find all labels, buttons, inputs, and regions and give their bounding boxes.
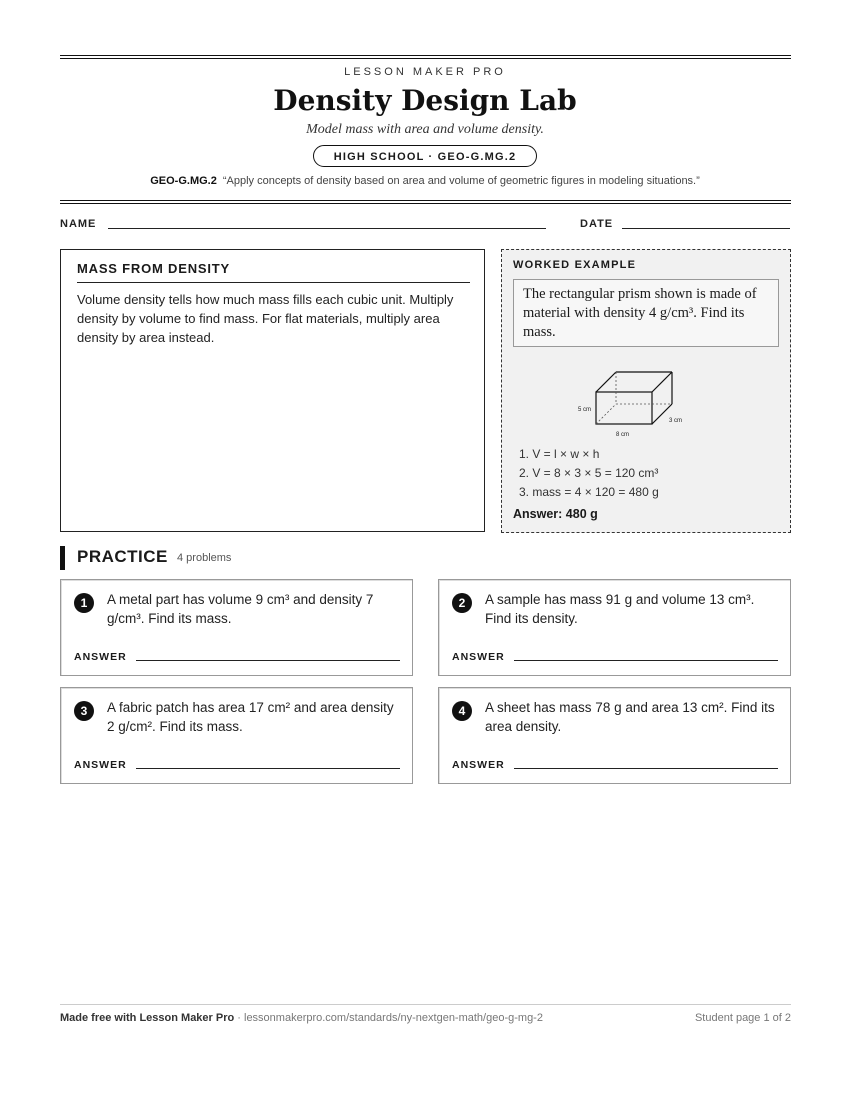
worked-example-heading: WORKED EXAMPLE <box>513 259 637 271</box>
prism-length-label: 8 cm <box>616 432 630 438</box>
prism-height-label: 5 cm <box>578 407 592 413</box>
concept-panel <box>60 249 485 532</box>
footer-credit <box>60 1012 543 1024</box>
concept-body: Volume density tells how much mass fills each cubic unit. Multiply density by volume to find mass. For flat materials, multiply area density by area instead. <box>77 292 454 345</box>
practice-count: 4 problems <box>177 552 232 564</box>
problem-number: 1 <box>74 593 94 613</box>
standard-description <box>0 175 850 187</box>
prism-edge <box>652 372 672 392</box>
problem-number: 3 <box>74 701 94 721</box>
problem-text: A metal part has volume 9 cm³ and density 7 g/cm³. Find its mass. <box>107 592 374 626</box>
answer-line[interactable] <box>136 768 400 769</box>
problem-text: A sheet has mass 78 g and area 13 cm². Find its area density. <box>485 700 775 734</box>
problem-text: A fabric patch has area 17 cm² and area density 2 g/cm². Find its mass. <box>107 700 394 734</box>
answer-line[interactable] <box>514 660 778 661</box>
step-2: 2. V = 8 × 3 × 5 = 120 cm³ <box>519 466 659 480</box>
date-label: DATE <box>580 218 614 230</box>
answer-label: ANSWER <box>452 759 505 771</box>
practice-card-2 <box>438 579 791 676</box>
page-title: Density Design Lab <box>273 84 577 117</box>
date-field-line[interactable] <box>622 228 790 229</box>
header-rule-bottom-2 <box>60 203 791 204</box>
header-rule-top <box>60 55 791 56</box>
answer-label: ANSWER <box>74 651 127 663</box>
name-field-line[interactable] <box>108 228 546 229</box>
name-label: NAME <box>60 218 97 230</box>
footer-rule <box>60 1004 791 1005</box>
practice-card-1 <box>60 579 413 676</box>
prism-front-face <box>596 392 652 424</box>
worked-example-steps <box>519 445 659 502</box>
footer-url[interactable]: · lessonmakerpro.com/standards/ny-nextgen-math/geo-g-mg-2 <box>234 1012 543 1024</box>
practice-heading: PRACTICE <box>77 547 168 566</box>
worked-example-answer: Answer: 480 g <box>513 507 598 521</box>
answer-line[interactable] <box>136 660 400 661</box>
page-subtitle: Model mass with area and volume density. <box>306 122 544 137</box>
prism-edge <box>596 372 616 392</box>
header-rule-top-2 <box>60 58 791 59</box>
footer-page-number: Student page 1 of 2 <box>694 1012 791 1024</box>
header-rule-bottom <box>60 200 791 201</box>
practice-accent-bar <box>60 546 65 570</box>
worked-example-panel <box>501 249 791 533</box>
answer-label: ANSWER <box>452 651 505 663</box>
grade-standard-badge: HIGH SCHOOL · GEO-G.MG.2 <box>313 145 537 167</box>
answer-line[interactable] <box>514 768 778 769</box>
prism-diagram <box>574 368 714 443</box>
prism-hidden-edge <box>596 404 616 424</box>
footer-made: Made free with Lesson Maker Pro <box>60 1012 235 1024</box>
problem-number: 2 <box>452 593 472 613</box>
answer-label: ANSWER <box>74 759 127 771</box>
standard-text: “Apply concepts of density based on area and volume of geometric figures in modeling situations.” <box>222 175 700 187</box>
practice-card-4 <box>438 687 791 784</box>
brand-name: LESSON MAKER PRO <box>344 66 506 78</box>
worked-example-problem: The rectangular prism shown is made of material with density 4 g/cm³. Find its mass. <box>513 279 779 347</box>
practice-card-3 <box>60 687 413 784</box>
concept-heading: MASS FROM DENSITY <box>77 261 470 283</box>
prism-width-label: 3 cm <box>669 418 683 424</box>
problem-number: 4 <box>452 701 472 721</box>
standard-code: GEO-G.MG.2 <box>150 175 217 187</box>
step-3: 3. mass = 4 × 120 = 480 g <box>519 485 659 499</box>
step-1: 1. V = l × w × h <box>519 447 600 461</box>
problem-text: A sample has mass 91 g and volume 13 cm³. Find its density. <box>485 592 755 626</box>
